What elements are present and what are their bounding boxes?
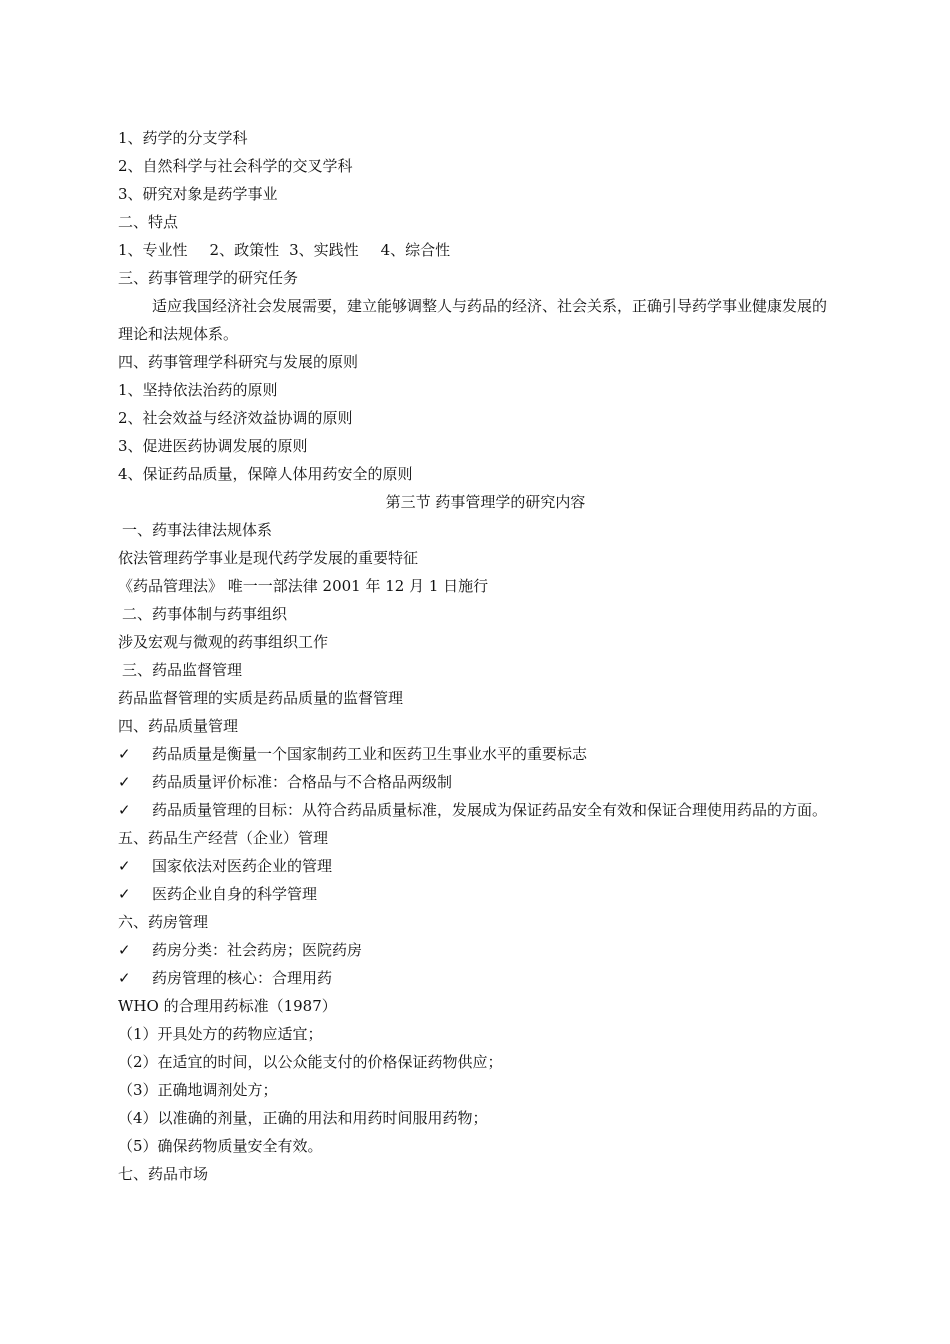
list-item: （4）以准确的剂量，正确的用法和用药时间服用药物； xyxy=(118,1109,488,1127)
subheading: 七、药品市场 xyxy=(118,1165,209,1183)
checklist-item xyxy=(118,880,833,908)
list-item: 2、自然科学与社会科学的交叉学科 xyxy=(118,157,353,175)
checklist-text: 药房分类：社会药房；医院药房 xyxy=(152,941,363,959)
text-line: 涉及宏观与微观的药事组织工作 xyxy=(118,633,329,651)
checkmark-icon: ✓ xyxy=(118,941,131,959)
feature-item: 3、实践性 xyxy=(289,241,359,259)
subheading: 一、药事法律法规体系 xyxy=(122,521,273,539)
feature-item: 4、综合性 xyxy=(380,241,451,259)
subheading: 二、药事体制与药事组织 xyxy=(122,605,288,623)
subheading: 五、药品生产经营（企业）管理 xyxy=(118,829,329,847)
checklist-text: 药品质量管理的目标：从符合药品质量标准，发展成为保证药品安全有效和保证合理使用药品的方面。 xyxy=(152,801,828,819)
checklist-text: 国家依法对医药企业的管理 xyxy=(152,857,333,875)
list-item: 4、保证药品质量，保障人体用药安全的原则 xyxy=(118,465,413,483)
list-item: （5）确保药物质量安全有效。 xyxy=(118,1137,323,1155)
list-item: 1、药学的分支学科 xyxy=(118,129,248,147)
subheading: 三、药品监督管理 xyxy=(122,661,243,679)
checklist-item xyxy=(118,852,833,880)
checklist-item xyxy=(118,740,833,768)
checklist-item xyxy=(118,768,833,796)
heading-tasks: 三、药事管理学的研究任务 xyxy=(118,269,299,287)
checkmark-icon: ✓ xyxy=(118,745,131,763)
subheading: 六、药房管理 xyxy=(118,913,209,931)
checklist-text: 医药企业自身的科学管理 xyxy=(152,885,318,903)
list-item: 1、坚持依法治药的原则 xyxy=(118,381,278,399)
features-row xyxy=(118,236,833,264)
who-heading: WHO 的合理用药标准（1987） xyxy=(118,997,337,1015)
text-line: 依法管理药学事业是现代药学发展的重要特征 xyxy=(118,549,419,567)
subheading: 四、药品质量管理 xyxy=(118,717,239,735)
checklist-item xyxy=(118,936,833,964)
checklist-item xyxy=(118,964,833,992)
list-item: （1）开具处方的药物应适宜； xyxy=(118,1025,323,1043)
checkmark-icon: ✓ xyxy=(118,885,131,903)
list-item: 3、研究对象是药学事业 xyxy=(118,185,278,203)
section-title: 第三节 药事管理学的研究内容 xyxy=(385,493,586,511)
list-item: 3、促进医药协调发展的原则 xyxy=(118,437,308,455)
text-line: 药品监督管理的实质是药品质量的监督管理 xyxy=(118,689,404,707)
heading-features: 二、特点 xyxy=(118,213,179,231)
list-item: （3）正确地调剂处方； xyxy=(118,1081,278,1099)
checklist-text: 药品质量评价标准：合格品与不合格品两级制 xyxy=(152,773,453,791)
text-line: 《药品管理法》 唯一一部法律 2001 年 12 月 1 日施行 xyxy=(118,577,489,595)
heading-principles: 四、药事管理学科研究与发展的原则 xyxy=(118,353,359,371)
checklist-item xyxy=(118,796,833,824)
checklist-text: 药品质量是衡量一个国家制药工业和医药卫生事业水平的重要标志 xyxy=(152,745,588,763)
feature-item: 2、政策性 xyxy=(209,241,280,259)
feature-item: 1、专业性 xyxy=(118,241,188,259)
list-item: 2、社会效益与经济效益协调的原则 xyxy=(118,409,353,427)
checkmark-icon: ✓ xyxy=(118,773,131,791)
checklist-text: 药房管理的核心：合理用药 xyxy=(152,969,333,987)
checkmark-icon: ✓ xyxy=(118,969,131,987)
document-page xyxy=(118,124,833,1188)
checkmark-icon: ✓ xyxy=(118,801,131,819)
checkmark-icon: ✓ xyxy=(118,857,131,875)
list-item: （2）在适宜的时间，以公众能支付的价格保证药物供应； xyxy=(118,1053,503,1071)
paragraph-tasks: 适应我国经济社会发展需要，建立能够调整人与药品的经济、社会关系，正确引导药学事业健康发展的理论和法规体系。 xyxy=(118,297,828,343)
